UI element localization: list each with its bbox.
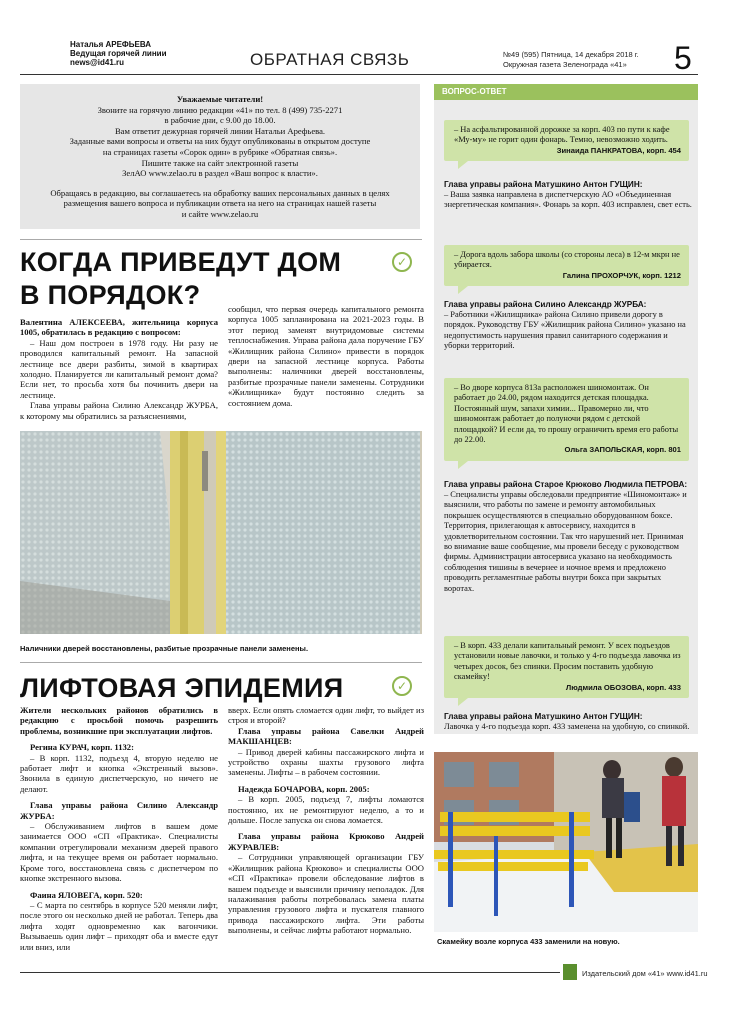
- answer-text: – Сотрудники управляющей организации ГБУ «Жилищник района Крюково» и специалисты ООО «СП «Практика» провели обследование лифтов в вашем подъезде и выяснили причину неполадок. Для налаживания работы потребовалась замена платы управления грузового лифта и пускателя главного привода пассажирского лифта. Эти работы выполнены, и сейчас лифты работают нормально.: [228, 852, 424, 936]
- question-author: Фаина ЯЛОВЕГА, корп. 520:: [30, 889, 143, 900]
- issue-info: [503, 50, 668, 70]
- article1-column-1: [20, 317, 218, 421]
- article1-paragraph: Глава управы района Силино Александр ЖУРБА, к которому мы обратились за разъяснениями,: [20, 400, 218, 421]
- check-icon: ✓: [392, 252, 412, 272]
- answer-block: [444, 480, 692, 594]
- answer-author: Глава управы района Матушкино Антон ГУЩИН:: [444, 712, 643, 721]
- article2-headline: ЛИФТОВАЯ ЭПИДЕМИЯ: [20, 673, 344, 703]
- editor-role: Ведущая горячей линии: [70, 49, 167, 58]
- notice-line: размещения вашего вопроса и публикации ответа на него на страницах нашей газеты: [63, 198, 377, 209]
- question-bubble: [444, 120, 689, 161]
- notice-line: Заданные вами вопросы и ответы на них будут опубликованы в открытом доступе: [69, 136, 371, 147]
- question-text: – В корп. 433 делали капитальный ремонт. У всех подъездов установили новые лавочки, и только у 4-го подъезда лавочка из четырех досок, без спинки. Просим поставить удобную скамейку!: [454, 641, 681, 682]
- qa-section-label: ВОПРОС-ОТВЕТ: [434, 84, 698, 100]
- notice-line: в рабочие дни, с 9.00 до 18.00.: [164, 115, 276, 126]
- article-divider: [20, 662, 422, 663]
- question-bubble: [444, 378, 689, 461]
- article1-headline-line2: В ПОРЯДОК?: [20, 280, 201, 310]
- article1-paragraph: сообщил, что первая очередь капитального ремонта корпуса 1005 запланирована на 2021-2023 годы. В этот период заменят внутридомовые системы теплоснабжения. Управа района дала поручение ГБУ «Жилищник района Силино» привести в порядок двери на запасной лестнице корпуса. Работы выполнены: наличники дверей восстановлены, разбитые прозрачные панели заменены. Сотрудники «Жилищника» будут постоянно следить за состоянием дома.: [228, 304, 424, 408]
- notice-line: на страницах газеты «Сорок один» в рубрике «Обратная связь».: [102, 146, 338, 157]
- answer-author: Глава управы района Крюково Андрей ЖУРАВЛЕВ:: [228, 831, 424, 852]
- notice-line: ЗелАО www.zelao.ru в раздел «Ваш вопрос к власти».: [122, 168, 318, 179]
- footer-text: Издательский дом «41» www.id41.ru: [582, 969, 708, 978]
- article-divider: [20, 239, 422, 240]
- question-text: – На асфальтированной дорожке за корп. 403 по пути к кафе «Му-му» не горит один фонарь. Темно, невозможно ходить.: [454, 125, 670, 145]
- editor-email: news@id41.ru: [70, 58, 125, 67]
- header-divider: [20, 74, 698, 75]
- notice-title: Уважаемые читатели!: [176, 94, 264, 104]
- answer-text: Лавочка у 4-го подъезда корп. 433 заменена на удобную, со спинкой.: [444, 722, 690, 731]
- section-title: ОБРАТНАЯ СВЯЗЬ: [250, 50, 410, 69]
- answer-text: – Специалисты управы обследовали предприятие «Шиномонтаж» и выяснили, что работы по замене и ремонту автомобильных покрышек осуществляются в специально оборудованном боксе. Территория, прилегающая к автосервису, находится в удовлетворительном состоянии. Так что нарушений нет. Принимая во внимание ваше сообщение, мы провели беседу с руководством фирмы. Администрации автосервиса указано на необходимость соблюдения тишины в вечернее и ночное время и предложено проводить регламентные работы внутри бокса при закрытых воротах.: [444, 490, 687, 593]
- question-bubble: [444, 636, 689, 698]
- answer-block: [444, 300, 692, 352]
- answer-text: – Обслуживанием лифтов в вашем доме занимается ООО «СП «Практика». Специалисты компании отрегулировали механизм дверей правого лифта, и на текущее время он работает нормально. Кроме того, восстановлена связь с диспетчером по кнопке экстренного вызова.: [20, 821, 218, 884]
- answer-author: Глава управы района Силино Александр ЖУРБА:: [20, 800, 218, 821]
- answer-author: Глава управы района Савелки Андрей МАКШАНЦЕВ:: [228, 725, 424, 747]
- answer-text: – Ваша заявка направлена в диспетчерскую АО «Объединенная энергетическая компания». Фонарь за корп. 403 исправлен, свет есть.: [444, 190, 692, 210]
- answer-text: – Привод дверей кабины пассажирского лифта и устройство охраны шахты грузового лифта заменены. Лифты – в рабочем состоянии.: [228, 746, 424, 778]
- publisher-logo: [563, 964, 577, 980]
- editor-name: Наталья АРЕФЬЕВА: [70, 40, 152, 49]
- article1-column-2: [228, 304, 424, 408]
- photo-caption: Скамейку возле корпуса 433 заменили на новую.: [437, 937, 620, 946]
- notice-line: Звоните на горячую линию редакции «41» по тел. 8 (499) 735-2271: [97, 104, 343, 115]
- bench-photo: [434, 752, 698, 932]
- article2-column-2: [228, 705, 424, 936]
- question-author: Надежда БОЧАРОВА, корп. 2005:: [238, 783, 370, 794]
- editor-block: [70, 40, 220, 67]
- article2-column-1: [20, 705, 218, 952]
- question-text: – С марта по сентябрь в корпусе 520 меняли лифт, после этого он несколько дней не работал. Теперь два лифта ходят одновременно как вагончики. Вызываешь один лифт – приходят оба и вместе едут или вниз, или: [20, 899, 218, 952]
- question-signature: Ольга ЗАПОЛЬСКАЯ, корп. 801: [564, 445, 681, 455]
- notice-line: Вам ответит дежурная горячей линии Натальи Арефьева.: [114, 125, 326, 136]
- reader-notice: [20, 84, 420, 229]
- notice-line: Обращаясь в редакцию, вы соглашаетесь на обработку ваших персональных данных в целях: [50, 187, 390, 198]
- photo-caption: Наличники дверей восстановлены, разбитые прозрачные панели заменены.: [20, 644, 309, 653]
- question-bubble: [444, 245, 689, 286]
- question-text: вверх. Если опять сломается один лифт, то выйдет из строя и второй?: [228, 705, 424, 726]
- answer-author: Глава управы района Старое Крюково Людмила ПЕТРОВА:: [444, 480, 688, 489]
- notice-line: и сайте www.zelao.ru: [181, 208, 259, 219]
- answer-block: [444, 712, 692, 732]
- answer-author: Глава управы района Силино Александр ЖУРБА:: [444, 300, 647, 309]
- article1-paragraph: – Наш дом построен в 1978 году. Ни разу не проводился капитальный ремонт. На запасной лестнице все двери разбиты, зимой в квартирах холодно. Планируется ли капитальный ремонт дома? Если нет, то просьба хотя бы починить двери на лестнице.: [20, 337, 218, 400]
- answer-block: [444, 180, 692, 211]
- page-number: 5: [674, 40, 692, 76]
- issue-line-1: №49 (595) Пятница, 14 декабря 2018 г.: [503, 50, 639, 59]
- article1-lead: Валентина АЛЕКСЕЕВА, жительница корпуса 1005, обратилась в редакцию с вопросом:: [20, 317, 218, 338]
- question-author: Регина КУРАЧ, корп. 1132:: [30, 742, 134, 753]
- answer-text: – Работники «Жилищника» района Силино привели дорогу в порядок. Руководству ГБУ «Жилищник района Силино» указано на недопустимость нарушения правил санитарного содержания и уборки территорий.: [444, 310, 686, 351]
- article1-headline-line1: КОГДА ПРИВЕДУТ ДОМ: [20, 247, 342, 277]
- door-photo: [20, 431, 422, 634]
- article2-lead: Жители нескольких районов обратились в редакцию с просьбой помочь разрешить проблемы, возникшие при эксплуатации лифтов.: [20, 705, 218, 736]
- check-icon: ✓: [392, 676, 412, 696]
- question-text: – В корп. 2005, подъезд 7, лифты ломаются постоянно, их не ремонтируют неделю, а то и дольше. После запуска он снова ломается.: [228, 794, 424, 826]
- answer-author: Глава управы района Матушкино Антон ГУЩИН:: [444, 180, 643, 189]
- question-signature: Людмила ОБОЗОВА, корп. 433: [565, 682, 681, 692]
- question-signature: Галина ПРОХОРЧУК, корп. 1212: [562, 270, 681, 280]
- issue-line-2: Окружная газета Зеленограда «41»: [503, 60, 627, 69]
- question-signature: Зинаида ПАНКРАТОВА, корп. 454: [556, 145, 681, 155]
- question-text: – Во дворе корпуса 813а расположен шиномонтаж. Он работает до 24.00, рядом находится детская площадка. Постоянный шум, запахи химии... Правомерно ли, что шиномонтаж работает до полуночи рядом с детской площадкой? И если да, то прошу ограничить время его работы до 22.00.: [454, 383, 679, 445]
- question-text: – В корп. 1132, подъезд 4, вторую неделю не работает лифт и кнопка «Экстренный вызов». Звонила в единую диспетчерскую, но ничего не делают.: [20, 752, 218, 794]
- notice-line: Пишите также на сайт электронной газеты: [141, 157, 299, 168]
- footer-divider: [20, 972, 560, 973]
- question-text: – Дорога вдоль забора школы (со стороны леса) в 12-м мкрн не убирается.: [454, 250, 680, 270]
